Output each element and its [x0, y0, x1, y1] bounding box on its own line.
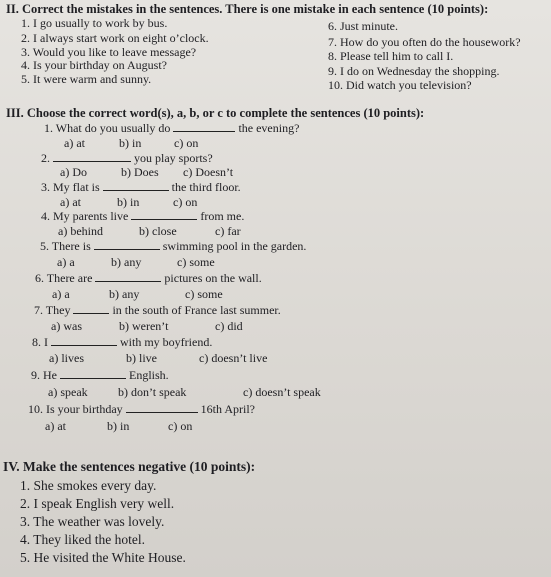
- s2-item-3: 3. Would you like to leave message?: [21, 45, 197, 59]
- q3-stem: 3. My flat is the third floor.: [41, 180, 241, 194]
- q10-option-c: c) on: [168, 419, 193, 433]
- q1-stem: 1. What do you usually do the evening?: [44, 121, 300, 135]
- s4-item-5: 5. He visited the White House.: [20, 550, 186, 565]
- q10-option-a: a) at: [45, 419, 66, 433]
- q8-option-a: a) lives: [49, 351, 84, 365]
- s4-item-1: 1. She smokes every day.: [20, 478, 157, 493]
- s2-item-10: 10. Did watch you television?: [328, 78, 472, 92]
- q9-stem: 9. He English.: [31, 368, 169, 382]
- q3-option-a: a) at: [60, 195, 81, 209]
- q1-option-c: c) on: [174, 136, 199, 150]
- s2-item-6: 6. Just minute.: [328, 19, 399, 33]
- s2-item-8: 8. Please tell him to call I.: [328, 49, 454, 63]
- s4-item-2: 2. I speak English very well.: [20, 496, 175, 511]
- q7-stem: 7. They in the south of France last summer.: [34, 303, 281, 317]
- q4-option-a: a) behind: [58, 224, 103, 238]
- q2-option-c: c) Doesn’t: [183, 165, 234, 179]
- s2-item-5: 5. It were warm and sunny.: [21, 72, 152, 86]
- q9-option-b: b) don’t speak: [118, 385, 187, 399]
- q3-option-b: b) in: [117, 195, 140, 209]
- section-2-title: II. Correct the mistakes in the sentences. There is one mistake in each sentence (10 points):: [6, 2, 489, 16]
- s2-item-7: 7. How do you often do the housework?: [328, 35, 521, 49]
- q9-option-c: c) doesn’t speak: [243, 385, 321, 399]
- q10-stem: 10. Is your birthday 16th April?: [28, 402, 255, 416]
- section-3-title: III. Choose the correct word(s), a, b, or c to complete the sentences (10 points):: [6, 106, 425, 120]
- q8-stem: 8. I with my boyfriend.: [32, 335, 213, 349]
- q6-option-b: b) any: [109, 287, 140, 301]
- s2-item-2: 2. I always start work on eight o’clock.: [21, 31, 209, 45]
- q7-option-b: b) weren’t: [119, 319, 169, 333]
- q9-option-a: a) speak: [48, 385, 88, 399]
- q5-option-a: a) a: [57, 255, 75, 269]
- q1-option-a: a) at: [64, 136, 85, 150]
- q5-option-b: b) any: [111, 255, 142, 269]
- q1-option-b: b) in: [119, 136, 142, 150]
- q7-option-a: a) was: [51, 319, 82, 333]
- s2-item-1: 1. I go usually to work by bus.: [21, 16, 168, 30]
- q3-option-c: c) on: [173, 195, 198, 209]
- q4-option-c: c) far: [215, 224, 241, 238]
- q4-stem: 4. My parents live from me.: [41, 209, 245, 223]
- section-4-title: IV. Make the sentences negative (10 points):: [3, 459, 256, 474]
- q2-option-b: b) Does: [121, 165, 159, 179]
- q5-option-c: c) some: [177, 255, 215, 269]
- q6-option-c: c) some: [185, 287, 223, 301]
- q7-option-c: c) did: [215, 319, 243, 333]
- q10-option-b: b) in: [107, 419, 130, 433]
- q6-option-a: a) a: [52, 287, 70, 301]
- q2-stem: 2. you play sports?: [41, 151, 213, 165]
- s2-item-4: 4. Is your birthday on August?: [21, 58, 167, 72]
- q2-option-a: a) Do: [60, 165, 87, 179]
- s4-item-4: 4. They liked the hotel.: [20, 532, 145, 547]
- q8-option-c: c) doesn’t live: [199, 351, 268, 365]
- s2-item-9: 9. I do on Wednesday the shopping.: [328, 64, 500, 78]
- q6-stem: 6. There are pictures on the wall.: [35, 271, 262, 285]
- q8-option-b: b) live: [126, 351, 157, 365]
- q4-option-b: b) close: [139, 224, 177, 238]
- s4-item-3: 3. The weather was lovely.: [20, 514, 165, 529]
- q5-stem: 5. There is swimming pool in the garden.: [40, 239, 307, 253]
